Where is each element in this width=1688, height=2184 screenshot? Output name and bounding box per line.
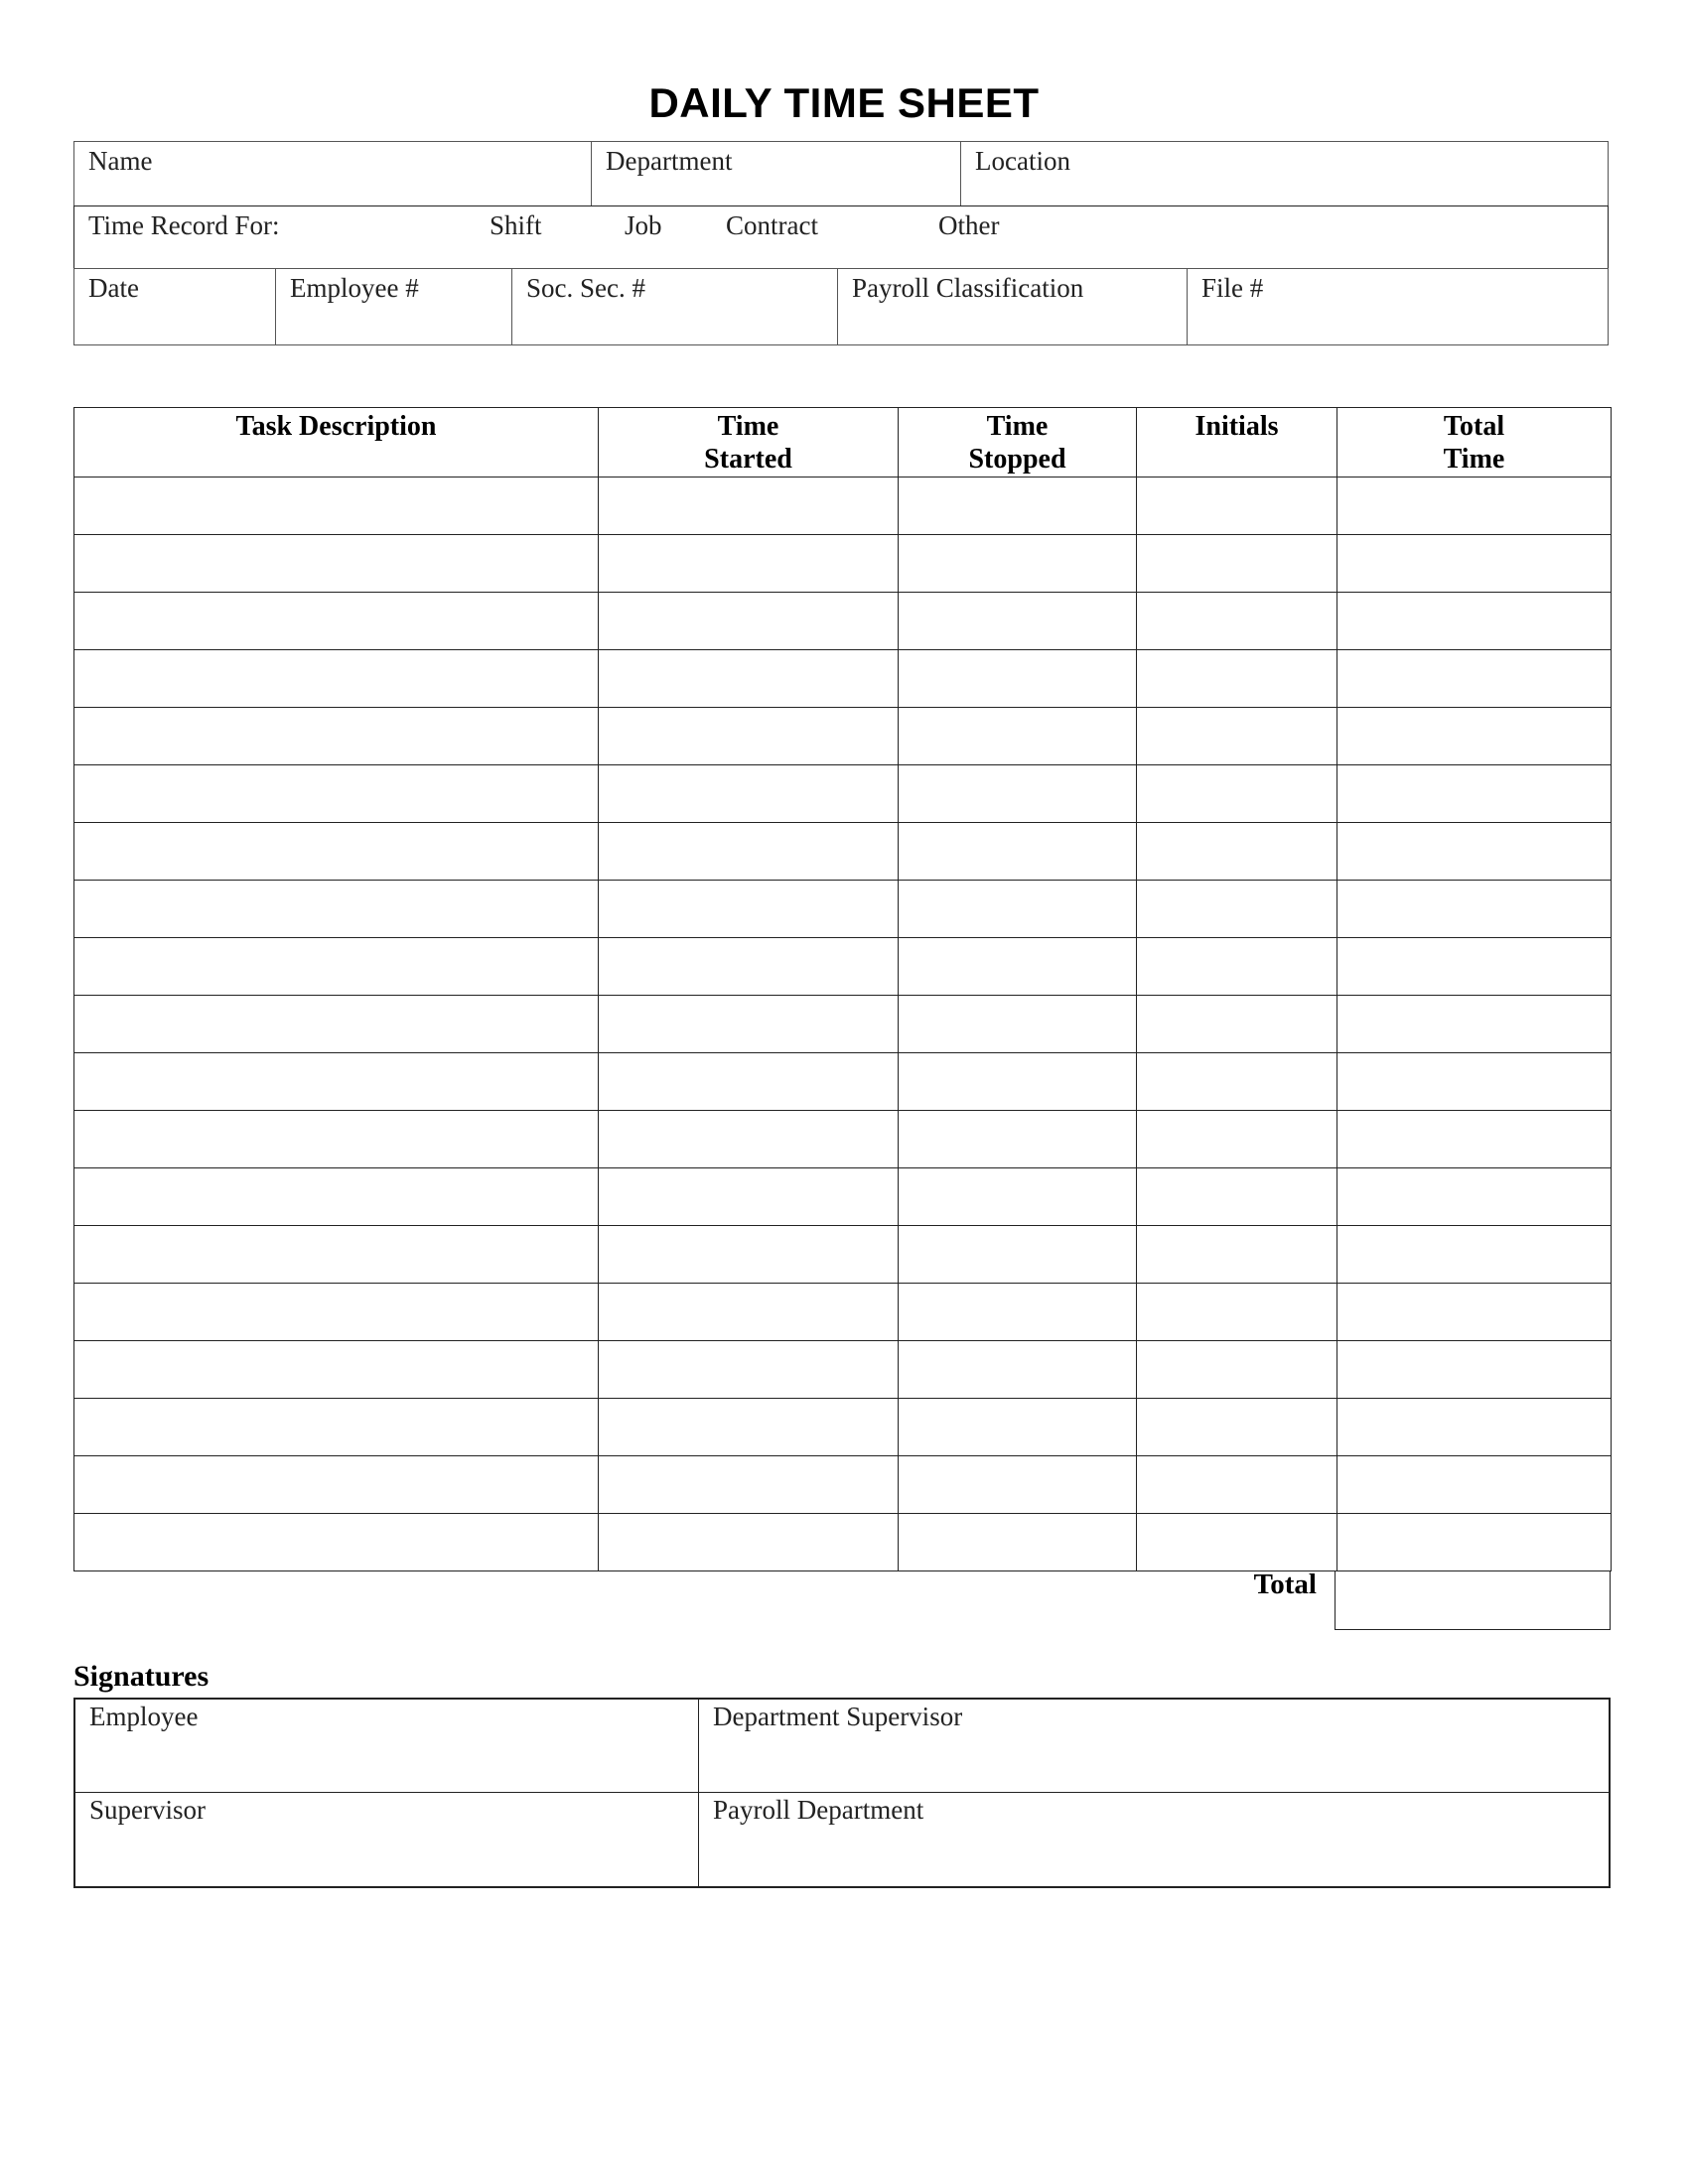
- time-stopped-cell[interactable]: [899, 1053, 1137, 1111]
- column-time-stopped-line1: Time: [986, 411, 1049, 442]
- time-stopped-cell[interactable]: [899, 593, 1137, 650]
- time-started-cell[interactable]: [599, 1226, 899, 1284]
- initials-cell[interactable]: [1137, 1053, 1337, 1111]
- table-row: [74, 938, 1612, 996]
- initials-cell[interactable]: [1137, 1284, 1337, 1341]
- time-stopped-cell[interactable]: [899, 938, 1137, 996]
- total-time-cell[interactable]: [1337, 1341, 1612, 1399]
- task-description-cell[interactable]: [74, 1053, 599, 1111]
- time-stopped-cell[interactable]: [899, 881, 1137, 938]
- time-started-cell[interactable]: [599, 1456, 899, 1514]
- total-time-cell[interactable]: [1337, 1168, 1612, 1226]
- table-row: [74, 1111, 1612, 1168]
- time-started-cell[interactable]: [599, 823, 899, 881]
- column-task-description-line1: Task Description: [235, 411, 437, 442]
- time-stopped-cell[interactable]: [899, 650, 1137, 708]
- total-time-cell[interactable]: [1337, 708, 1612, 765]
- time-started-cell[interactable]: [599, 593, 899, 650]
- time-stopped-cell[interactable]: [899, 1168, 1137, 1226]
- time-started-cell[interactable]: [599, 708, 899, 765]
- time-stopped-cell[interactable]: [899, 478, 1137, 535]
- total-time-cell[interactable]: [1337, 1111, 1612, 1168]
- column-total-time-line1: Total: [1443, 411, 1505, 442]
- date-label: Date: [88, 273, 139, 303]
- column-total-time-line2: Time: [1443, 444, 1505, 475]
- task-description-cell[interactable]: [74, 881, 599, 938]
- option-contract[interactable]: Contract: [726, 210, 818, 240]
- task-description-cell[interactable]: [74, 1341, 599, 1399]
- task-description-cell[interactable]: [74, 650, 599, 708]
- header-row-employee: [73, 268, 1609, 345]
- location-label: Location: [975, 146, 1070, 176]
- table-row: [74, 650, 1612, 708]
- signature-supervisor-label: Supervisor: [89, 1795, 206, 1825]
- time-started-cell[interactable]: [599, 1284, 899, 1341]
- table-row: [74, 1399, 1612, 1456]
- initials-cell[interactable]: [1137, 650, 1337, 708]
- option-shift[interactable]: Shift: [490, 210, 542, 240]
- initials-cell[interactable]: [1137, 938, 1337, 996]
- table-row: [74, 1284, 1612, 1341]
- total-time-cell[interactable]: [1337, 1399, 1612, 1456]
- page-title: DAILY TIME SHEET: [648, 79, 1040, 126]
- table-row: [74, 823, 1612, 881]
- table-row: [74, 593, 1612, 650]
- total-time-cell[interactable]: [1337, 996, 1612, 1053]
- time-stopped-cell[interactable]: [899, 996, 1137, 1053]
- column-time-stopped-line2: Stopped: [968, 444, 1066, 475]
- time-started-cell[interactable]: [599, 1514, 899, 1571]
- column-time-stopped: [899, 408, 1137, 478]
- signatures-heading: Signatures: [73, 1660, 210, 1693]
- task-description-cell[interactable]: [74, 1284, 599, 1341]
- option-job[interactable]: Job: [625, 210, 662, 240]
- task-description-cell[interactable]: [74, 593, 599, 650]
- header-row-identity: [73, 141, 1609, 206]
- location-field[interactable]: [960, 142, 1608, 205]
- total-time-cell[interactable]: [1337, 535, 1612, 593]
- time-stopped-cell[interactable]: [899, 1341, 1137, 1399]
- task-description-cell[interactable]: [74, 765, 599, 823]
- time-started-cell[interactable]: [599, 1399, 899, 1456]
- task-description-cell[interactable]: [74, 996, 599, 1053]
- signature-employee[interactable]: [75, 1700, 699, 1793]
- initials-cell[interactable]: [1137, 593, 1337, 650]
- task-description-cell[interactable]: [74, 708, 599, 765]
- total-time-cell[interactable]: [1337, 478, 1612, 535]
- column-time-started-line1: Time: [717, 411, 779, 442]
- signature-payroll-department[interactable]: [699, 1793, 1609, 1886]
- task-table-body: [74, 478, 1612, 1571]
- time-stopped-cell[interactable]: [899, 1456, 1137, 1514]
- total-time-cell[interactable]: [1337, 765, 1612, 823]
- task-description-cell[interactable]: [74, 478, 599, 535]
- initials-cell[interactable]: [1137, 708, 1337, 765]
- total-time-cell[interactable]: [1337, 938, 1612, 996]
- time-started-cell[interactable]: [599, 1168, 899, 1226]
- task-description-cell[interactable]: [74, 1111, 599, 1168]
- employee-number-field[interactable]: [275, 269, 511, 344]
- signature-supervisor[interactable]: [75, 1793, 699, 1886]
- time-started-cell[interactable]: [599, 1111, 899, 1168]
- payroll-classification-field[interactable]: [837, 269, 1187, 344]
- task-description-cell[interactable]: [74, 1514, 599, 1571]
- total-time-cell[interactable]: [1337, 1456, 1612, 1514]
- soc-sec-field[interactable]: [511, 269, 837, 344]
- initials-cell[interactable]: [1137, 1456, 1337, 1514]
- time-stopped-cell[interactable]: [899, 1284, 1137, 1341]
- name-field[interactable]: [74, 142, 591, 205]
- total-time-cell[interactable]: [1337, 593, 1612, 650]
- table-row: [74, 881, 1612, 938]
- total-time-cell[interactable]: [1337, 1284, 1612, 1341]
- payroll-classification-label: Payroll Classification: [852, 273, 1084, 303]
- soc-sec-label: Soc. Sec. #: [526, 273, 645, 303]
- table-row: [74, 1456, 1612, 1514]
- column-time-started-line2: Started: [704, 444, 792, 475]
- initials-cell[interactable]: [1137, 1341, 1337, 1399]
- task-description-cell[interactable]: [74, 1399, 599, 1456]
- time-started-cell[interactable]: [599, 1053, 899, 1111]
- table-row: [74, 535, 1612, 593]
- employee-number-label: Employee #: [290, 273, 419, 303]
- total-time-cell[interactable]: [1337, 1514, 1612, 1571]
- column-total-time: [1337, 408, 1612, 478]
- task-description-cell[interactable]: [74, 938, 599, 996]
- header-row-time-record[interactable]: [73, 205, 1609, 269]
- department-label: Department: [606, 146, 733, 176]
- table-row: [74, 708, 1612, 765]
- initials-cell[interactable]: [1137, 1111, 1337, 1168]
- signature-payroll-department-label: Payroll Department: [713, 1795, 924, 1825]
- task-table: [73, 407, 1612, 1571]
- time-stopped-cell[interactable]: [899, 1226, 1137, 1284]
- total-label: Total: [1253, 1569, 1317, 1600]
- table-row: [74, 1053, 1612, 1111]
- initials-cell[interactable]: [1137, 478, 1337, 535]
- task-description-cell[interactable]: [74, 1168, 599, 1226]
- signatures-grid: [73, 1698, 1611, 1888]
- time-stopped-cell[interactable]: [899, 765, 1137, 823]
- initials-cell[interactable]: [1137, 765, 1337, 823]
- time-started-cell[interactable]: [599, 478, 899, 535]
- initials-cell[interactable]: [1137, 1226, 1337, 1284]
- table-row: [74, 1168, 1612, 1226]
- time-started-cell[interactable]: [599, 881, 899, 938]
- column-time-started: [599, 408, 899, 478]
- column-task-description: [74, 408, 599, 478]
- initials-cell[interactable]: [1137, 1399, 1337, 1456]
- total-time-cell[interactable]: [1337, 823, 1612, 881]
- time-record-label: Time Record For:: [88, 210, 280, 240]
- time-started-cell[interactable]: [599, 1341, 899, 1399]
- task-description-cell[interactable]: [74, 535, 599, 593]
- total-time-cell[interactable]: [1337, 1053, 1612, 1111]
- table-row: [74, 765, 1612, 823]
- time-started-cell[interactable]: [599, 650, 899, 708]
- date-field[interactable]: [74, 269, 275, 344]
- option-other[interactable]: Other: [938, 210, 1000, 240]
- time-started-cell[interactable]: [599, 535, 899, 593]
- name-label: Name: [88, 146, 153, 176]
- time-stopped-cell[interactable]: [899, 823, 1137, 881]
- time-started-cell[interactable]: [599, 938, 899, 996]
- signature-department-supervisor[interactable]: [699, 1700, 1609, 1793]
- total-time-cell[interactable]: [1337, 1226, 1612, 1284]
- task-description-cell[interactable]: [74, 1226, 599, 1284]
- table-row: [74, 1226, 1612, 1284]
- signature-department-supervisor-label: Department Supervisor: [713, 1702, 963, 1731]
- initials-cell[interactable]: [1137, 881, 1337, 938]
- time-started-cell[interactable]: [599, 765, 899, 823]
- initials-cell[interactable]: [1137, 823, 1337, 881]
- task-description-cell[interactable]: [74, 823, 599, 881]
- file-number-field[interactable]: [1187, 269, 1608, 344]
- total-time-cell[interactable]: [1337, 650, 1612, 708]
- time-started-cell[interactable]: [599, 996, 899, 1053]
- time-stopped-cell[interactable]: [899, 1514, 1137, 1571]
- time-stopped-cell[interactable]: [899, 1111, 1137, 1168]
- time-stopped-cell[interactable]: [899, 535, 1137, 593]
- column-initials-line1: Initials: [1195, 411, 1279, 442]
- initials-cell[interactable]: [1137, 1514, 1337, 1571]
- time-stopped-cell[interactable]: [899, 1399, 1137, 1456]
- task-description-cell[interactable]: [74, 1456, 599, 1514]
- initials-cell[interactable]: [1137, 1168, 1337, 1226]
- table-row: [74, 478, 1612, 535]
- initials-cell[interactable]: [1137, 535, 1337, 593]
- initials-cell[interactable]: [1137, 996, 1337, 1053]
- time-stopped-cell[interactable]: [899, 708, 1137, 765]
- signature-employee-label: Employee: [89, 1702, 199, 1731]
- table-row: [74, 996, 1612, 1053]
- file-number-label: File #: [1201, 273, 1264, 303]
- column-initials: [1137, 408, 1337, 478]
- department-field[interactable]: [591, 142, 960, 205]
- table-row: [74, 1514, 1612, 1571]
- total-field[interactable]: [1335, 1570, 1611, 1630]
- total-time-cell[interactable]: [1337, 881, 1612, 938]
- table-row: [74, 1341, 1612, 1399]
- task-table-header: [74, 408, 1612, 478]
